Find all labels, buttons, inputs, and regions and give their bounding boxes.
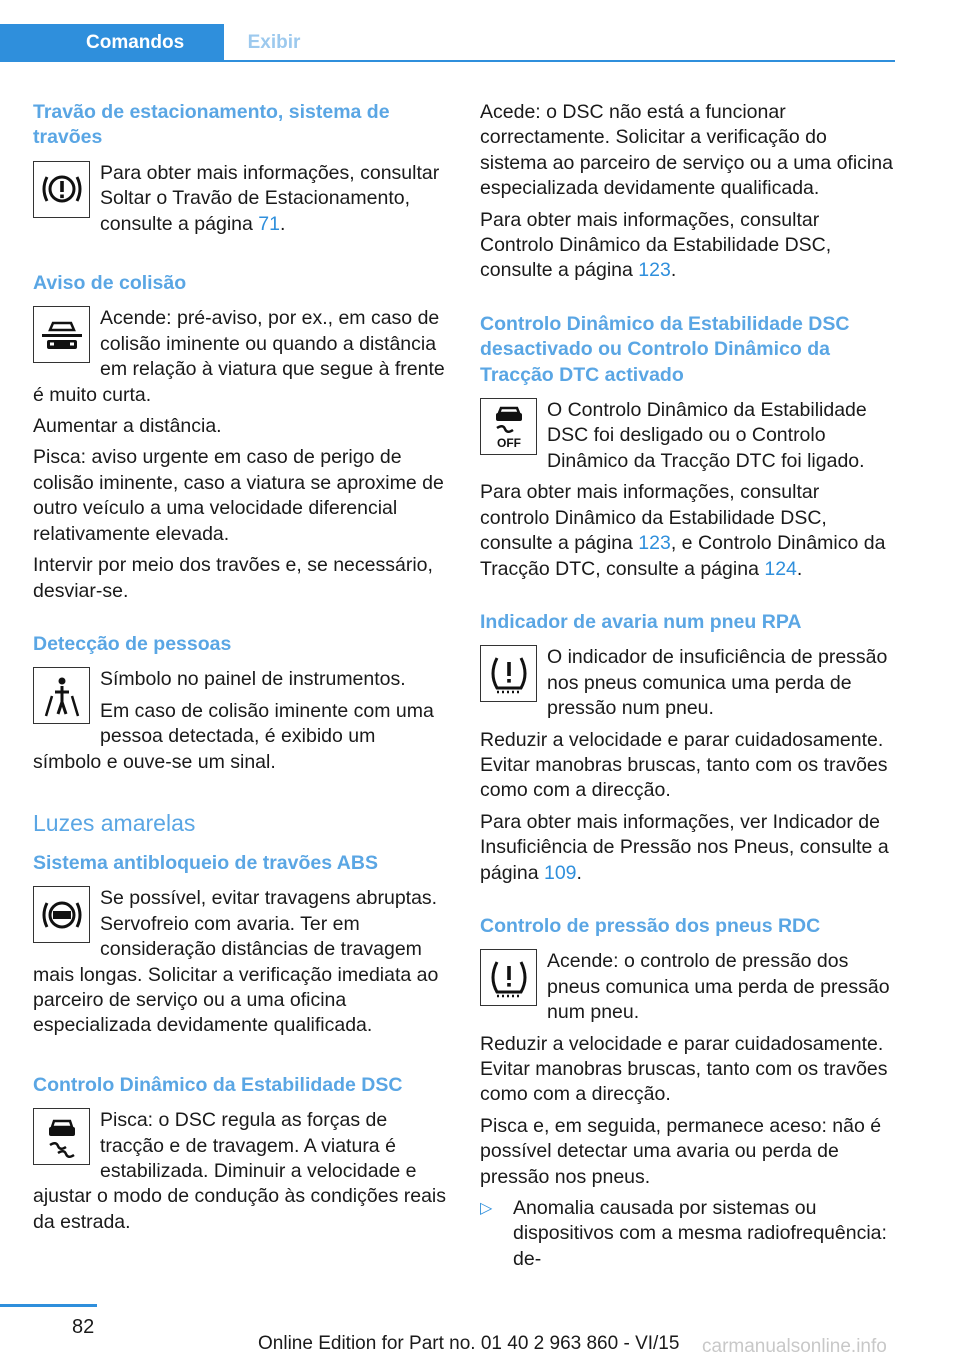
brake-warning-icon (33, 161, 90, 218)
edition-text: Online Edition for Part no. 01 40 2 963 860 - VI/15 (258, 1333, 680, 1354)
pedestrian-warning-icon (33, 667, 90, 724)
list-item: ▷ Anomalia causada por sistemas ou dispositivos com a mesma radiofrequência: de- (480, 1197, 887, 1270)
section-dsc-off: Controlo Dinâmico da Estabilidade DSC desactivado ou Controlo Dinâmico da Tracção DTC activado OFF O Controlo Dinâmico da Estabilidade DSC foi desligado ou o Controlo Dinâmico da Tracção DTC foi ligado. Para obter mais informações, consultar controlo Dinâmico da Estabilidade DSC, consulte a página 123, e Controlo Dinâmico da Tracção DTC, consulte a página 124. (480, 312, 894, 582)
tire-pressure-icon (480, 645, 537, 702)
tab-comandos[interactable]: Comandos (0, 24, 224, 62)
section-parking-brake: Travão de estacionamento, sistema de travões Para obter mais informações, consultar Soltar o Travão de Estacionamento, consulte a página 71. (33, 100, 447, 243)
page-number: 82 (72, 1316, 95, 1338)
section-title: Sistema antibloqueio de travões ABS (33, 851, 378, 874)
header (0, 0, 895, 62)
left-column (33, 100, 447, 1269)
watermark: carmanualsonline.info (702, 1336, 887, 1357)
footer-rule (0, 1304, 97, 1307)
section-rpa: Indicador de avaria num pneu RPA O indicador de insuficiência de pressão nos pneus comunica uma perda de pressão num pneu. Reduzir a velocidade e parar cuidadosamente. Evitar manobras bruscas, tanto com os travões como com a direcção. Para obter mais informações, ver Indicador de Insuficiência de Pressão nos Pneus, consulte a página 109. (480, 610, 894, 886)
section-title: Controlo Dinâmico da Estabilidade DSC (33, 1073, 403, 1096)
page-link-71[interactable]: 71 (258, 212, 280, 235)
section-dsc: Controlo Dinâmico da Estabilidade DSC Pisca: o DSC regula as forças de tracção e de travagem. A viatura é estabilizada. Diminuir a velocidade e ajustar o modo de condução às condições reais da estrada. (33, 1073, 447, 1233)
section-dsc-continued: Acede: o DSC não está a funcionar correctamente. Solicitar a verificação do sistema ao parceiro de serviço ou a uma oficina especializada devidamente qualificada. Para obter mais informações, consultar Controlo Dinâmico da Estabilidade DSC, consulte a página 123. (480, 101, 893, 282)
page-link-123[interactable]: 123 (638, 532, 671, 555)
section-title: Indicador de avaria num pneu RPA (480, 610, 802, 633)
abs-icon (33, 886, 90, 943)
section-person-detection: Detecção de pessoas Símbolo no painel de instrumentos. Em caso de colisão iminente com uma pessoa detectada, é exibido um símbolo e ouve-se um sinal. (33, 632, 447, 781)
section-abs: Sistema antibloqueio de travões ABS Se possível, evitar travagens abruptas. Servofreio com avaria. Ter em consideração distâncias de travagem mais longas. Solicitar a verificação imediata ao parceiro de serviço ou a uma oficina especializada devidamente qualificada. (33, 851, 447, 1045)
section-title: Detecção de pessoas (33, 632, 232, 655)
section-collision-warning: Aviso de colisão Acende: pré-aviso, por ex., em caso de colisão iminente ou quando a distância em relação à viatura que segue à frente é muito curta. Aumentar a distância. Pisca: aviso urgente em caso de perigo de colisão iminente, caso a viatura se aproxime de outro veículo a uma velocidade diferencial relativamente elevada. Intervir por meio dos travões e, se necessário, desviar-se. (33, 271, 447, 604)
svg-text:OFF: OFF (496, 435, 521, 450)
page-link-124[interactable]: 124 (764, 557, 797, 580)
section-title: Controlo Dinâmico da Estabilidade DSC desactivado ou Controlo Dinâmico da Tracção DTC activado (480, 312, 850, 386)
tab-exibir[interactable]: Exibir (247, 32, 301, 53)
bullet-triangle-icon: ▷ (480, 1200, 493, 1218)
chapter-title: Luzes amarelas (33, 809, 196, 836)
tire-pressure-icon (480, 949, 537, 1006)
header-rule (0, 60, 895, 62)
collision-warning-icon (33, 306, 90, 363)
section-rdc: Controlo de pressão dos pneus RDC Acende: o controlo de pressão dos pneus comunica uma perda de pressão num pneu. Reduzir a velocidade e parar cuidadosamente. Evitar manobras bruscas, tanto com os travões como com a direcção. Pisca e, em seguida, permanece aceso: não é possível detectar uma avaria ou perda de pressão nos pneus. ▷ Anomalia causada por sistemas ou dispositivos com a mesma radiofrequência: de- (480, 914, 894, 1272)
page-link-109[interactable]: 109 (543, 861, 577, 884)
section-title: Aviso de colisão (33, 272, 187, 295)
dsc-icon (33, 1108, 90, 1165)
section-title: Controlo de pressão dos pneus RDC (480, 914, 821, 937)
right-column (480, 100, 894, 1300)
dsc-off-icon (480, 398, 537, 455)
page-link-123[interactable]: 123 (638, 259, 671, 282)
section-title: Travão de estacionamento, sistema de travões (33, 101, 390, 149)
